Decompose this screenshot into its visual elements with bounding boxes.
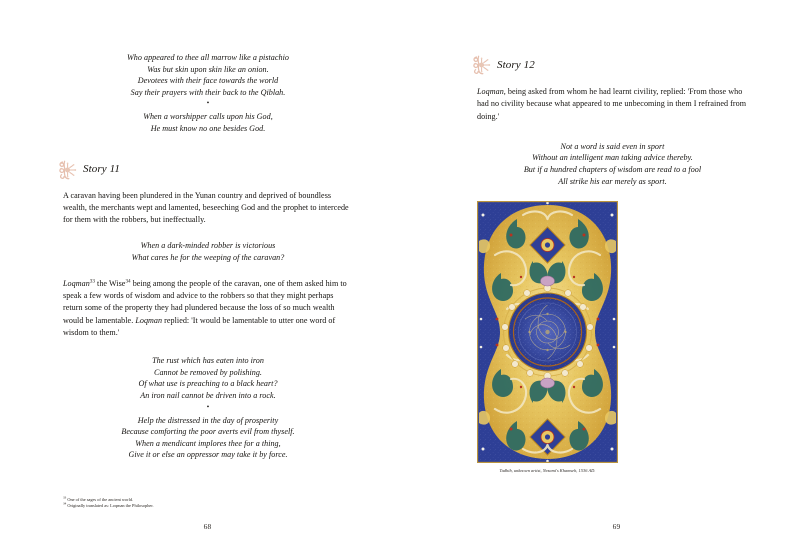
verse-block-mid <box>63 240 353 263</box>
verse-line: When a dark-minded robber is victorious <box>140 241 276 251</box>
paragraph-caravan: A caravan having been plundered in the Yunan country and deprived of boundless wealth, the merchants wept and lamented, beseeching God and the prophet to intercede for them with the robbers, but ineffectually. <box>63 190 349 225</box>
verse-line: Because comforting the poor averts evil from thyself. <box>121 427 295 437</box>
verse-line: But if a hundred chapters of wisdom are read to a fool <box>523 165 702 175</box>
story-heading-12 <box>477 52 748 78</box>
verse-line: Not a word is said even in sport <box>560 141 665 151</box>
loqman-name: Loqman <box>63 278 90 288</box>
verse-line: Of what use is preaching to a black heart? <box>138 379 278 389</box>
verse-line: Give it or else an oppressor may take it by force. <box>128 450 288 460</box>
verse-line: What cares he for the weeping of the caravan? <box>131 253 285 263</box>
verse-line: Was but skin upon skin like an onion. <box>147 64 269 74</box>
paragraph-loqman <box>63 278 353 339</box>
footnote-marker-34[interactable]: 34 <box>125 277 131 284</box>
verse-separator <box>63 100 353 109</box>
footnote-number: 33 <box>63 495 67 500</box>
separator-dot: • <box>206 402 210 411</box>
illustration-figure <box>477 201 618 473</box>
illustration-caption: Tadhib, unknown artist, Nezami's Khamseh, 1536 AD. <box>499 468 596 473</box>
verse-block-bottom2 <box>63 415 353 461</box>
loqman-name: Loqman <box>135 315 163 325</box>
story-heading-11 <box>63 157 353 183</box>
verse-line: When a worshipper calls upon his God, <box>143 112 273 122</box>
footnote-text: Originally translated as: Loqman the Philosopher. <box>67 502 154 508</box>
paragraph-civility <box>477 86 748 123</box>
verse-line: Who appeared to thee all marrow like a pistachio <box>127 53 289 62</box>
footnote-number: 34 <box>63 501 67 506</box>
page-number-left: 68 <box>203 522 212 531</box>
footnote-marker-33[interactable]: 33 <box>89 277 95 284</box>
persian-illuminated-tadhib-image <box>477 201 618 463</box>
loqman-name: Loqman <box>477 87 504 96</box>
footnote-item <box>63 503 353 509</box>
paragraph-text: , being asked from whom he had learnt civility, replied: 'From those who had no civility because what appeared to me unbecoming in them I refrained from doing.' <box>477 87 747 121</box>
verse-line: The rust which has eaten into iron <box>152 356 264 366</box>
verse-separator <box>63 404 353 413</box>
paragraph-text: replied: 'It would be lamentable to utter one word of wisdom to them.' <box>63 315 336 337</box>
verse-line: He must know no one besides God. <box>150 123 266 133</box>
verse-line: Without an intelligent man taking advice thereby. <box>532 153 693 163</box>
story-title: Story 11 <box>83 163 121 176</box>
page-right <box>405 0 810 555</box>
verse-line: An iron nail cannot be driven into a rock. <box>140 390 276 400</box>
verse-block-right <box>477 141 748 187</box>
verse-line: When a mendicant implores thee for a thing, <box>135 438 281 448</box>
verse-line: Devotees with their face towards the world <box>137 76 279 86</box>
paragraph-text: being among the people of the caravan, one of them asked him to speak a few words of wisdom and advice to the robbers so that they might perhaps return some of the property they had plundered because the loss of so much wealth would be lamentable. <box>63 278 347 325</box>
verse-line: Help the distressed in the day of prosperity <box>137 415 279 425</box>
verse-line: Say their prayers with their back to the Qiblah. <box>130 87 286 97</box>
paragraph-text: the Wise <box>94 278 126 288</box>
page-left-content <box>63 52 353 511</box>
calligraphic-ornament-icon <box>469 52 495 78</box>
separator-dot: • <box>206 99 210 108</box>
verse-block-top2 <box>63 111 353 134</box>
footnote-text: One of the sages of the ancient world. <box>67 496 134 502</box>
verse-block-top <box>63 52 353 98</box>
verse-line: Cannot be removed by polishing. <box>154 367 262 377</box>
verse-block-bottom <box>63 355 353 401</box>
calligraphic-ornament-icon <box>55 157 81 183</box>
page-number-right: 69 <box>612 522 621 531</box>
verse-line: All strike his ear merely as sport. <box>558 176 667 186</box>
footnote-block <box>63 497 353 509</box>
story-title: Story 12 <box>497 58 535 71</box>
